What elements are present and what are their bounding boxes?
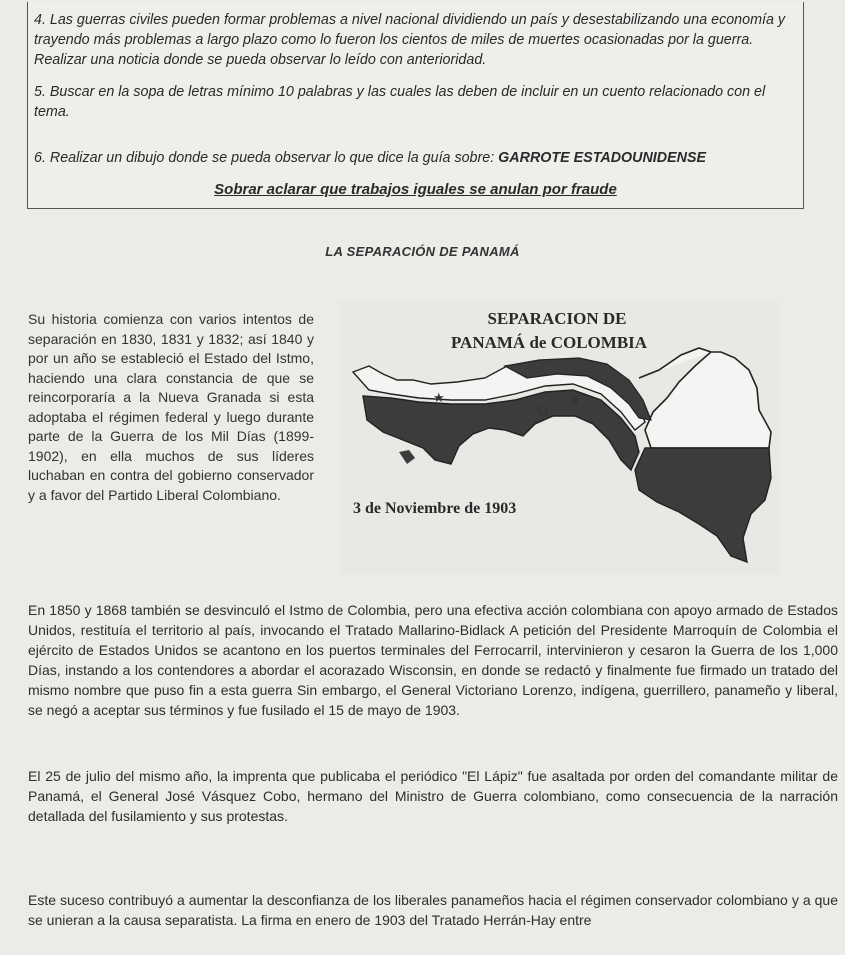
instruction-item-6-text: 6. Realizar un dibujo donde se pueda observar lo que dice la guía sobre: [34, 150, 499, 166]
document-title: LA SEPARACIÓN DE PANAMÁ [325, 244, 520, 259]
instruction-item-5: 5. Buscar en la sopa de letras mínimo 10 palabras y las cuales las deben de incluir en un cuento relacionado con el tema. [34, 84, 766, 120]
body-paragraph: En 1850 y 1868 también se desvinculó el Istmo de Colombia, pero una efectiva acción colombiana con apoyo armado de Estados Unidos, restituía el territorio al país, invocando el Tratado Mallarino-Bidlack A petición del Presidente Marroquín de Colombia el ejército de Estados Unidos se acantono en los puertos terminales del Ferrocarril, intervinieron y cesaron la Guerra de los 1,000 Días, instando a los contendores a abordar el acorazado Wisconsin, en donde se redactó y finalmente fue firmado un tratado del mismo nombre que puso fin a esta guerra Sin embargo, el General Victoriano Lorenzo, indígena, guerrillero, panameño y liberal, se negó a aceptar sus términos y fue fusilado el 15 de mayo de 1903. [28, 602, 838, 718]
body-paragraph: El 25 de julio del mismo año, la imprenta que publicaba el periódico "El Lápiz" fue asaltada por orden del comandante militar de Panamá, el General José Vásquez Cobo, hermano del Ministro de Guerra colombiano, como consecuencia de la narración detallada del fusilamiento y sus protestas. [28, 768, 838, 824]
pearl-island-shape [399, 450, 415, 464]
instruction-item-6-topic: GARROTE ESTADOUNIDENSE [498, 150, 707, 166]
instruction-item-6 [34, 148, 796, 168]
map-date: 3 de Noviembre de 1903 [353, 500, 517, 517]
instruction-item-4: 4. Las guerras civiles pueden formar problemas a nivel nacional dividiendo un país y desestabilizando una economía y trayendo más problemas a largo plazo como lo fueron los cientos de miles de muertes ocasionadas por la guerra. Realizar una noticia donde se pueda observar lo leído con anterioridad. [34, 12, 786, 68]
map-title-line1: SEPARACION DE [487, 309, 627, 328]
intro-paragraph: Su historia comienza con varios intentos de separación en 1830, 1831 y 1832; así 1840 y por un año se estableció el Estado del Istmo, haciendo una clara constancia de que se reincorporaría a la Nueva Granada si esta adoptaba el régimen federal y luego durante parte de la Guerra de los Mil Días (1899-1902), en ella muchos de sus líderes luchaban en contra del gobierno conservador y a favor del Partido Liberal Colombiano. [28, 311, 314, 503]
map-title-line2: PANAMÁ de COLOMBIA [450, 333, 648, 352]
flag-star-icon: ★ [569, 392, 581, 407]
flag-star-icon: ★ [433, 390, 445, 405]
instructions-box [27, 2, 804, 209]
colombia-dark-region [635, 448, 771, 562]
body-paragraph: Este suceso contribuyó a aumentar la desconfianza de los liberales panameños hacia el régimen conservador colombiano y a que se unieran a la causa separatista. La firma en enero de 1903 del Tratado Herrán-Hay entre [28, 892, 838, 928]
fraud-warning: Sobrar aclarar que trabajos iguales se anulan por fraude [214, 181, 617, 198]
colombia-light-region [639, 348, 771, 448]
panama-separation-map [339, 300, 780, 574]
